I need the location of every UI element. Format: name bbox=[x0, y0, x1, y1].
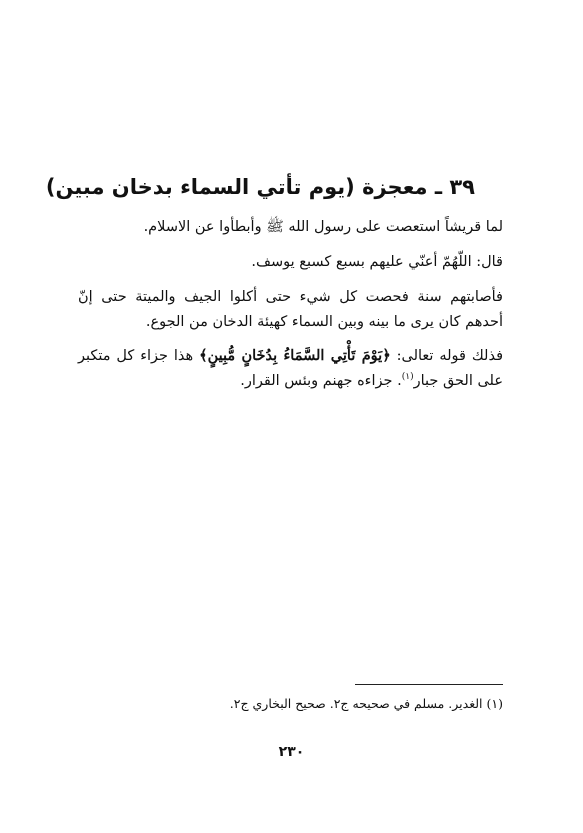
footnote-reference: (١) bbox=[401, 372, 414, 383]
paragraph-4-end: . جزاءه جهنم وبئس القرار. bbox=[240, 373, 402, 389]
paragraph-3: فأصابتهم سنة فحصت كل شيء حتى أكلوا الجيف والميتة حتى إنّ أحدهم كان يرى ما بينه وبين السماء كهيئة الدخان من الجوع. bbox=[78, 289, 503, 330]
paragraph-1: لما قريشاً استعصت على رسول الله ﷺ وأبطأوا عن الاسلام. bbox=[143, 219, 503, 235]
quran-verse: ﴿يَوْمَ تَأْتِي السَّمَاءُ بِدُخَانٍ مُّبِينٍ﴾ bbox=[199, 347, 391, 364]
footnote-divider bbox=[355, 684, 503, 685]
paragraph-4-intro: فذلك قوله تعالى: bbox=[390, 348, 504, 364]
paragraph-4 bbox=[78, 343, 503, 394]
page-number: ٢٣٠ bbox=[278, 744, 305, 760]
section-heading: ٣٩ ـ معجزة (يوم تأتي السماء بدخان مبين) bbox=[45, 175, 475, 199]
paragraph-2: قال: اللّهُمّ أعنّي عليهم بسبع كسبع يوسف. bbox=[251, 254, 503, 270]
footnote-text: (١) الغدير. مسلم في صحيحه ج٢. صحيح البخاري ج٢. bbox=[229, 696, 503, 711]
paragraph-4-middle: هذا جزاء كل متكبر على الحق جبار bbox=[78, 348, 503, 389]
